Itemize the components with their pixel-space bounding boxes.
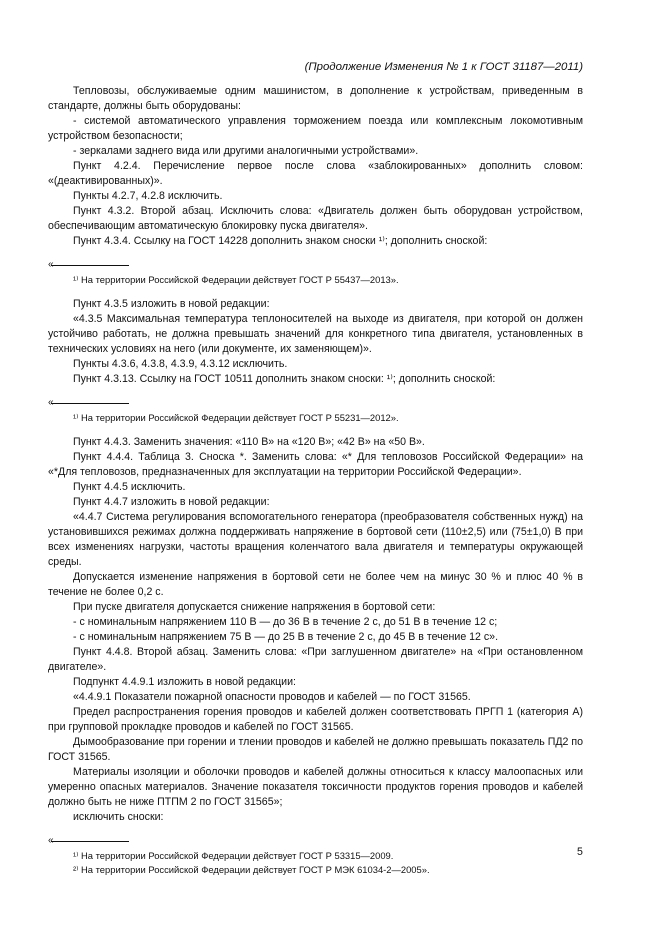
- footnote-separator: [48, 397, 583, 411]
- paragraph: Пункт 4.3.13. Ссылку на ГОСТ 10511 дополнить знаком сноски: ¹⁾; дополнить сноской:: [73, 373, 496, 385]
- footnote: ²⁾ На территории Российской Федерации действует ГОСТ Р МЭК 61034-2—2005».: [73, 864, 430, 875]
- footnote-separator: [48, 259, 583, 273]
- list-item: - системой автоматического управления торможением поезда или комплексным локомотивным устройством безопасности;: [48, 115, 583, 142]
- list-item: - с номинальным напряжением 75 В — до 25 В в течение 2 с, до 45 В в течение 12 с».: [73, 631, 499, 643]
- paragraph: Пункт 4.4.5 исключить.: [73, 481, 186, 493]
- separator-line: [51, 265, 129, 266]
- paragraph: «4.4.9.1 Показатели пожарной опасности проводов и кабелей — по ГОСТ 31565.: [73, 691, 471, 703]
- paragraph: исключить сноски:: [73, 811, 164, 823]
- paragraph: Пункт 4.4.4. Таблица 3. Сноска *. Заменить слова: «* Для тепловозов Российской Федерации» на «*Для тепловозов, предназначенных для эксплуатации на территории Российской Федерации».: [48, 451, 583, 478]
- document-body: [48, 84, 583, 877]
- paragraph: Подпункт 4.4.9.1 изложить в новой редакции:: [73, 676, 296, 688]
- paragraph: Тепловозы, обслуживаемые одним машинистом, в дополнение к устройствам, приведенным в стандарте, должны быть оборудованы:: [48, 85, 583, 112]
- paragraph: Материалы изоляции и оболочки проводов и кабелей должны относиться к классу малоопасных или умеренно опасных материалов. Значение показателя токсичности продуктов горения проводов и кабелей должно быть не ниже ПТПМ 2 по ГОСТ 31565»;: [48, 766, 583, 808]
- paragraph: Пункт 4.4.3. Заменить значения: «110 В» на «120 В»; «42 В» на «50 В».: [73, 436, 425, 448]
- page-header: (Продолжение Изменения № 1 к ГОСТ 31187—2011): [304, 61, 583, 73]
- footnote-quote-mark: «: [48, 397, 54, 408]
- list-item: - с номинальным напряжением 110 В — до 36 В в течение 2 с, до 51 В в течение 12 с;: [73, 616, 498, 628]
- paragraph: Допускается изменение напряжения в бортовой сети не более чем на минус 30 % и плюс 40 % в течение не более 0,2 с.: [48, 571, 583, 598]
- paragraph: «4.4.7 Система регулирования вспомогательного генератора (преобразователя собственных нужд) на установившихся режимах должна поддерживать напряжение в бортовой сети (110±2,5) или (75±1,0) В при всех изменениях нагрузки, частоты вращения коленчатого вала двигателя и температуры окружающей среды.: [48, 511, 583, 568]
- footnote: ¹⁾ На территории Российской Федерации действует ГОСТ Р 53315—2009.: [73, 850, 394, 861]
- paragraph: Пункт 4.3.4. Ссылку на ГОСТ 14228 дополнить знаком сноски ¹⁾; дополнить сноской:: [73, 235, 488, 247]
- footnote-separator: [48, 835, 583, 849]
- paragraph: Предел распространения горения проводов и кабелей должен соответствовать ПРГП 1 (категория А) при групповой прокладке проводов и кабелей по ГОСТ 31565.: [48, 706, 583, 733]
- footnote: ¹⁾ На территории Российской Федерации действует ГОСТ Р 55437—2013».: [73, 274, 399, 285]
- footnote-quote-mark: «: [48, 835, 54, 846]
- page-number: 5: [577, 846, 583, 858]
- separator-line: [51, 403, 129, 404]
- paragraph: Пункт 4.2.4. Перечисление первое после слова «заблокированных» дополнить словом: «(деактивированных)».: [48, 160, 583, 187]
- paragraph: Пункт 4.3.5 изложить в новой редакции:: [73, 298, 270, 310]
- list-item: - зеркалами заднего вида или другими аналогичными устройствами».: [73, 145, 419, 157]
- separator-line: [51, 841, 129, 842]
- paragraph: Пункт 4.3.2. Второй абзац. Исключить слова: «Двигатель должен быть оборудован устройством, обеспечивающим автоматическую блокировку пуска двигателя».: [48, 205, 583, 232]
- paragraph: Пункты 4.3.6, 4.3.8, 4.3.9, 4.3.12 исключить.: [73, 358, 288, 370]
- paragraph: При пуске двигателя допускается снижение напряжения в бортовой сети:: [73, 601, 436, 613]
- paragraph: Пункт 4.4.7 изложить в новой редакции:: [73, 496, 270, 508]
- paragraph: Дымообразование при горении и тлении проводов и кабелей не должно превышать показатель ПД2 по ГОСТ 31565.: [48, 736, 583, 763]
- footnote: ¹⁾ На территории Российской Федерации действует ГОСТ Р 55231—2012».: [73, 412, 399, 423]
- footnote-quote-mark: «: [48, 259, 54, 270]
- paragraph: «4.3.5 Максимальная температура теплоносителей на выходе из двигателя, при которой он должен устойчиво работать, не должна превышать значений для конкретного типа двигателя, установленных в технических условиях на него (или документе, их заменяющем)».: [48, 313, 583, 355]
- paragraph: Пункты 4.2.7, 4.2.8 исключить.: [73, 190, 223, 202]
- paragraph: Пункт 4.4.8. Второй абзац. Заменить слова: «При заглушенном двигателе» на «При остановленном двигателе».: [48, 646, 583, 673]
